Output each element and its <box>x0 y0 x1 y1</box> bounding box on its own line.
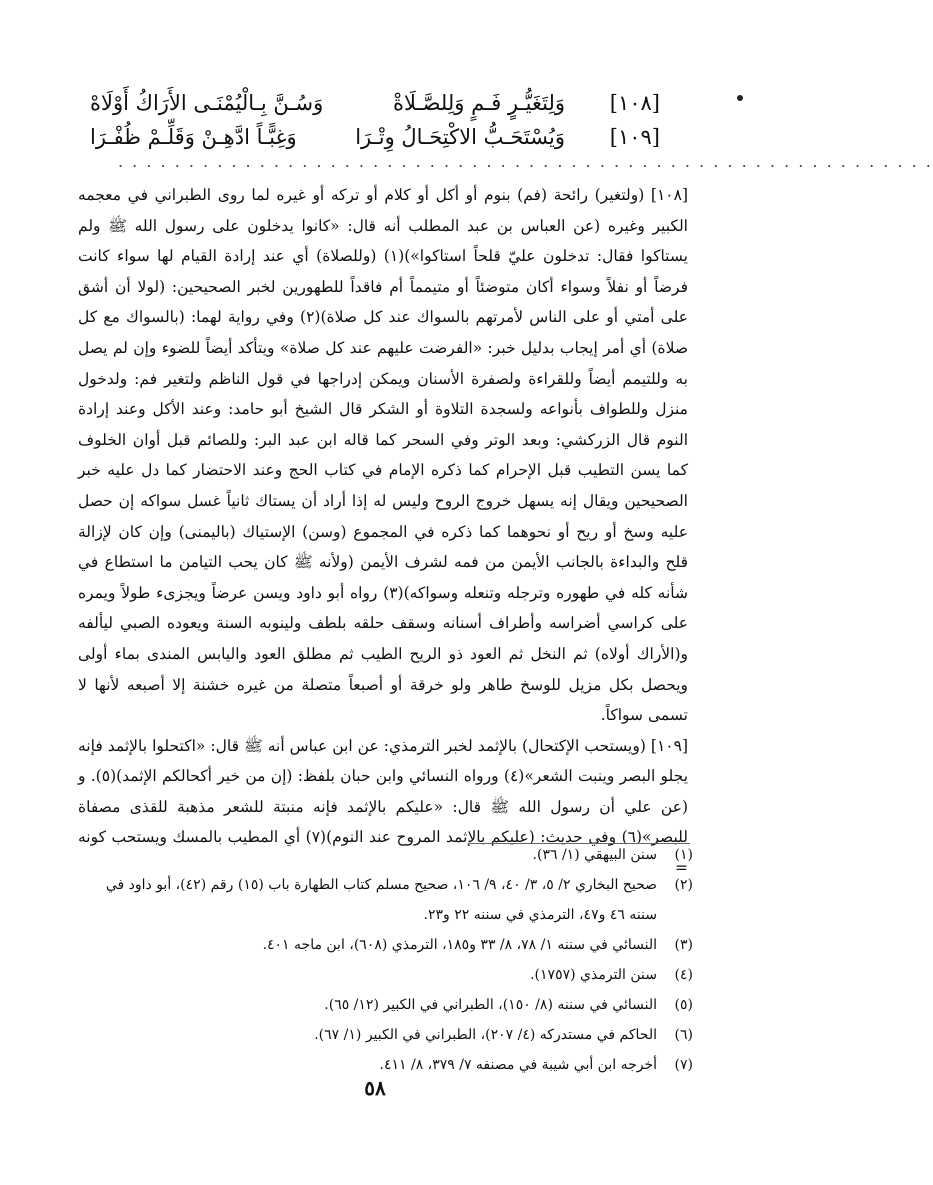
footnotes <box>78 840 693 1080</box>
footnote-number: (٢) <box>674 877 693 893</box>
footnote-text: سنن الترمذي (١٧٥٧). <box>530 967 657 983</box>
verse-number: [١٠٨] <box>609 91 660 115</box>
page-number: ٥٨ <box>364 1076 386 1100</box>
footnote <box>78 870 693 930</box>
footnote <box>78 930 693 960</box>
margin-dot <box>737 95 743 101</box>
footnote-text: النسائي في سننه ١/ ٧٨، ٨/ ٣٣ و١٨٥، الترمذي (٦٠٨)، ابن ماجه ٤٠١. <box>262 937 657 953</box>
footnote-text: أخرجه ابن أبي شيبة في مصنفه ٧/ ٣٧٩، ٨/ ٤١١. <box>379 1057 657 1073</box>
footnote <box>78 1020 693 1050</box>
footnote-text: سنن البيهقي (١/ ٣٦). <box>532 847 657 863</box>
footnote-number: (٤) <box>674 967 693 983</box>
footnote-text: النسائي في سننه (٨/ ١٥٠)، الطبراني في الكبير (١٢/ ٦٥). <box>324 997 657 1013</box>
footnote-number: (٧) <box>674 1057 693 1073</box>
verse-hemistich-first: وَيُسْتَحَـبُّ الاكْتِحَـالُ وِتْـرَا <box>355 125 565 149</box>
dotted-separator: . . . . . . . . . . . . . . . . . . . . . . . . . . . . . . . . . . . . . . . . . . . . . . . . . . . . . . . . . . <box>118 152 933 171</box>
footnote-number: (٦) <box>674 1027 693 1043</box>
verse-hemistich-second: وَسُـنَّ بِـالْيُمْنَـى الأَرَاكُ أَوْلَاهْ <box>90 91 324 115</box>
footnote-text: الحاكم في مستدركه (٤/ ٢٠٧)، الطبراني في الكبير (١/ ٦٧). <box>314 1027 657 1043</box>
footnote <box>78 840 693 870</box>
footnote <box>78 960 693 990</box>
verse-hemistich-second: وَغِبًّـاً ادَّهِـنْ وَقَلِّـمْ ظُفْـرَا <box>90 125 297 149</box>
footnote-number: (٥) <box>674 997 693 1013</box>
footnote-text: صحيح البخاري ٢/ ٥، ٣/ ٤٠، ٩/ ١٠٦، صحيح مسلم كتاب الطهارة باب (١٥) رقم (٤٢)، أبو داود في سننه ٤٦ و٤٧، الترمذي في سننه ٢٢ و٢٣. <box>105 877 657 923</box>
commentary-paragraph-108: [١٠٨] (ولتغير) رائحة (فم) بنوم أو أكل أو كلام أو تركه أو غيره لما روى الطبراني في معجمه الكبير وغيره (عن العباس بن عبد المطلب أنه قال: «كانوا يدخلون على رسول الله ﷺ ولم يستاكوا فقال: تدخلون عليّ قلحاً استاكوا»)(١) (وللصلاة) أي عند إرادة القيام لها سواء كانت فرضاً أو نفلاً وسواء أكان متوضئاً أو متيمماً أم فاقداً للطهورين لخبر الصحيحين: (لولا أن أشق على أمتي أو على الناس لأمرتهم بالسواك عند كل صلاة)(٢) وفي رواية لهما: (بالسواك مع كل صلاة) أي أمر إيجاب بدليل خبر: «الفرضت عليهم عند كل صلاة» ويتأكد أيضاً للضوء وإن لم يصل به وللتيمم أيضاً وللقراءة ولصفرة الأسنان ويمكن إدراجها في قول الناظم ولتغير فم: ولدخول منزل وللطواف بأنواعه ولسجدة التلاوة أو الشكر قال الشيخ أبو حامد: وعند الأكل وعند إرادة النوم قال الزركشي: وبعد الوتر وفي السحر كما قاله ابن عبد البر: وللصائم قبل أوان الخلوف كما يسن التطيب قبل الإحرام كما ذكره الإمام في كتاب الحج وعند الاحتضار كما دل عليه خبر الصحيحين ويقال إنه يسهل خروج الروح وليس له إذا أراد أن يستاك ثانياً غسل سواكه إن حصل عليه وسخ أو ريح أو نحوهما كما ذكره في المجموع (وسن) الإستياك (باليمنى) وإن كان لإزالة قلح والبداءة بالجانب الأيمن من فمه لشرف الأيمن (ولأنه ﷺ كان يحب التيامن ما استطاع في شأنه كله في طهوره وترجله وتنعله وسواكه)(٣) رواه أبو داود ويسن عرضاً ويجزىء طولاً ويمره على كراسي أضراسه وأطراف أسنانه وسقف حلقه بلطف ولينوبه السنة ويعوده الصبي ليألفه و(الأراك أولاه) ثم النخل ثم العود ذو الريح الطيب ثم مطلق العود واليابس المندى بماء أولى ويحصل بكل مزيل للوسخ طاهر ولو خرقة أو أصبعاً متصلة من غيره خشنة إلا أصبعه لأنها لا تسمى سواكاً. <box>78 186 688 725</box>
footnote-number: (١) <box>674 847 693 863</box>
verse-hemistich-first: وَلِتَغَيُّـرٍ فَـمٍ وَلِلصَّـلَاةْ <box>393 91 565 115</box>
footnote <box>78 990 693 1020</box>
footnote-number: (٣) <box>674 937 693 953</box>
commentary-text <box>78 180 688 884</box>
verse-number: [١٠٩] <box>609 125 660 149</box>
commentary-paragraph-109: [١٠٩] (ويستحب الإكتحال) بالإثمد لخبر الترمذي: عن ابن عباس أنه ﷺ قال: «اكتحلوا بالإثمد فإنه يجلو البصر وينبت الشعر»(٤) ورواه النسائي وابن حبان بلفظ: (إن من خير أكحالكم الإثمد)(٥). و (عن علي أن رسول الله ﷺ قال: «عليكم بالإثمد فإنه منبتة للشعر مذهبة للقذى مصفاة للبصر»(٦) وفي حديث: (عليكم بالإثمد المروح عند النوم)(٧) أي المطيب بالمسك ويستحب كونه = <box>78 736 689 878</box>
